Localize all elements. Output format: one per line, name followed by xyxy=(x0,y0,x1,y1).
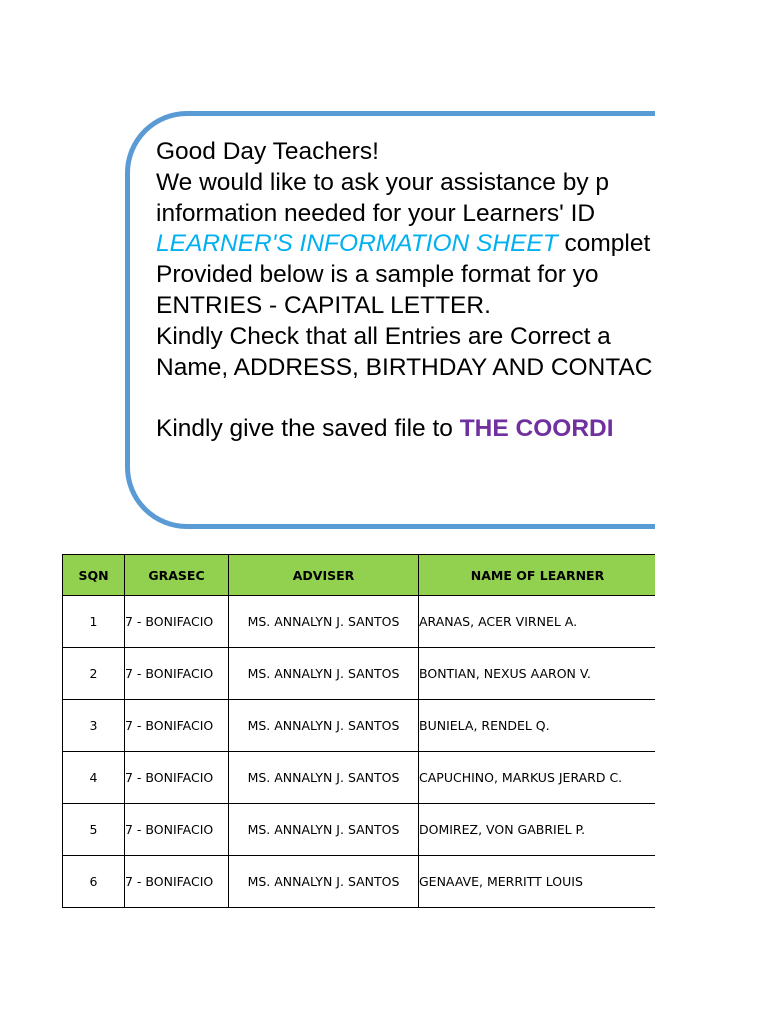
learners-table xyxy=(62,554,655,908)
notice-line-3: information needed for your Learners' ID xyxy=(156,199,596,227)
notice-greeting: Good Day Teachers! xyxy=(156,138,379,165)
cell-grasec[interactable]: 7 - BONIFACIO xyxy=(125,856,229,908)
cell-learner-name[interactable]: GENAAVE, MERRITT LOUIS xyxy=(419,856,656,908)
cell-sqn[interactable]: 2 xyxy=(63,648,125,700)
notice-line-9 xyxy=(156,414,655,445)
cell-adviser[interactable]: MS. ANNALYN J. SANTOS xyxy=(229,804,419,856)
table-header-row xyxy=(63,555,656,596)
table-row xyxy=(63,596,656,648)
notice-line-4 xyxy=(156,229,655,260)
cell-grasec[interactable]: 7 - BONIFACIO xyxy=(125,752,229,804)
cell-grasec[interactable]: 7 - BONIFACIO xyxy=(125,596,229,648)
column-header-sqn[interactable]: SQN xyxy=(63,555,125,596)
cell-grasec[interactable]: 7 - BONIFACIO xyxy=(125,804,229,856)
notice-line-9-prefix: Kindly give the saved file to xyxy=(156,415,460,443)
notice-blank-line xyxy=(156,383,655,414)
cell-learner-name[interactable]: CAPUCHINO, MARKUS JERARD C. xyxy=(419,752,656,804)
cell-adviser[interactable]: MS. ANNALYN J. SANTOS xyxy=(229,596,419,648)
cell-sqn[interactable]: 4 xyxy=(63,752,125,804)
cell-adviser[interactable]: MS. ANNALYN J. SANTOS xyxy=(229,856,419,908)
cell-learner-name[interactable]: ARANAS, ACER VIRNEL A. xyxy=(419,596,656,648)
column-header-adviser[interactable]: ADVISER xyxy=(229,555,419,596)
table-row xyxy=(63,804,656,856)
cell-sqn[interactable]: 1 xyxy=(63,596,125,648)
cell-grasec[interactable]: 7 - BONIFACIO xyxy=(125,700,229,752)
cell-adviser[interactable]: MS. ANNALYN J. SANTOS xyxy=(229,700,419,752)
notice-line-2: We would like to ask your assistance by p xyxy=(156,168,610,196)
table-row xyxy=(63,856,656,908)
cell-sqn[interactable]: 5 xyxy=(63,804,125,856)
cell-sqn[interactable]: 6 xyxy=(63,856,125,908)
notice-message xyxy=(156,137,655,445)
cell-grasec[interactable]: 7 - BONIFACIO xyxy=(125,648,229,700)
column-header-grasec[interactable]: GRASEC xyxy=(125,555,229,596)
column-header-name[interactable]: NAME OF LEARNER xyxy=(419,555,656,596)
table-row xyxy=(63,648,656,700)
cell-sqn[interactable]: 3 xyxy=(63,700,125,752)
table-row xyxy=(63,752,656,804)
cell-learner-name[interactable]: BONTIAN, NEXUS AARON V. xyxy=(419,648,656,700)
coordinator-label: THE COORDI xyxy=(459,415,614,443)
cell-learner-name[interactable]: DOMIREZ, VON GABRIEL P. xyxy=(419,804,656,856)
table-row xyxy=(63,700,656,752)
cell-learner-name[interactable]: BUNIELA, RENDEL Q. xyxy=(419,700,656,752)
learners-info-sheet-label: LEARNER'S INFORMATION SHEET xyxy=(156,230,558,258)
notice-line-6: ENTRIES - CAPITAL LETTER. xyxy=(156,291,491,319)
cell-adviser[interactable]: MS. ANNALYN J. SANTOS xyxy=(229,648,419,700)
notice-line-5: Provided below is a sample format for yo xyxy=(156,261,599,289)
notice-line-7: Kindly Check that all Entries are Correct a xyxy=(156,322,611,350)
cell-adviser[interactable]: MS. ANNALYN J. SANTOS xyxy=(229,752,419,804)
notice-line-4-rest: complet xyxy=(557,230,651,258)
notice-line-8: Name, ADDRESS, BIRTHDAY AND CONTAC xyxy=(156,353,653,381)
